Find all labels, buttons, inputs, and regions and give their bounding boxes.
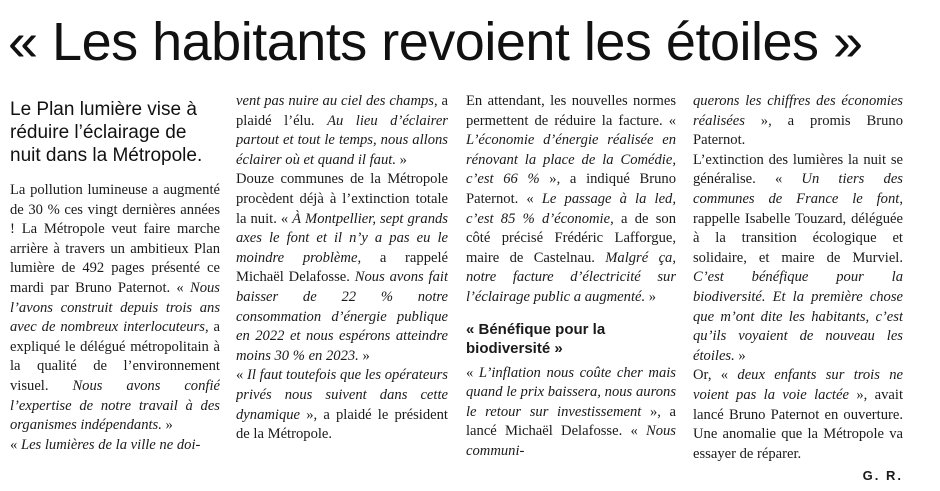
column-3	[466, 92, 676, 484]
paragraph	[466, 364, 676, 462]
paragraph	[236, 92, 448, 170]
author-signature: G. R.	[862, 468, 903, 484]
paragraph	[236, 366, 448, 444]
text-run: , a de son côté précisé Frédéric Lafforgue, maire de Castelnau.	[466, 210, 676, 266]
quote-run: Malgré ça, notre facture d’électricité sur l’éclairage public a augmenté.	[466, 249, 676, 305]
text-run: «	[466, 364, 479, 381]
paragraph	[466, 92, 676, 308]
text-run: »	[161, 417, 173, 434]
headline: « Les habitants revoient les étoiles »	[8, 12, 863, 72]
text-run: »	[734, 347, 746, 364]
quote-run: Au lieu d’éclairer partout et tout le temps, nous allons éclairer où et quand il faut.	[236, 112, 448, 168]
paragraph	[693, 151, 903, 367]
text-run: Douze communes de la Métropole procèdent déjà à l’extinction totale la nuit. «	[236, 171, 448, 227]
paragraph	[693, 366, 903, 464]
quote-run: Il faut toutefois que les opérateurs privés nous suivent dans cette dynamique	[236, 367, 448, 423]
text-run: », a plaidé le président de la Métropole.	[236, 406, 448, 443]
quote-run: Nous avons fait baisser de 22 % notre consommation d’énergie publique en 2022 et nous espérons atteindre moins 30 % en 2023.	[236, 269, 448, 364]
text-run: «	[10, 436, 21, 453]
text-run: »	[645, 288, 657, 305]
text-run: En attendant, les nouvelles normes permettent de réduire la facture. «	[466, 93, 676, 129]
text-run: »	[395, 151, 407, 168]
quote-run: L’inflation nous coûte cher mais quand le prix baissera, nous aurons le retour sur investissement	[466, 364, 676, 420]
quote-run: Le passage à la led, c’est 85 % d’économie	[466, 190, 676, 227]
text-run: , a plaidé l’élu.	[236, 93, 448, 129]
quote-run: À Montpellier, sept grands axes le font et il n’y a pas eu le moindre problème	[236, 210, 448, 266]
quote-run: C’est bénéfique pour la biodiversité. Et la première chose que m’ont dite les habitants, c’est qu’ils voyaient de nouveau les étoiles.	[693, 269, 903, 364]
quote-run: Nous communi-	[466, 423, 676, 459]
column-2	[236, 92, 448, 484]
quote-run: Un tiers des communes de France le font	[693, 171, 903, 207]
paragraph	[10, 181, 220, 436]
text-run: », a indiqué Bruno Paternot. «	[466, 171, 676, 207]
quote-run: deux enfants sur trois ne voient pas la voie lactée	[693, 367, 903, 403]
column-4	[693, 92, 903, 484]
quote-run: Nous avons confié l’expertise de notre travail à des organismes indépendants.	[10, 377, 220, 434]
text-run: , a rappelé Michaël Delafosse.	[236, 249, 448, 286]
text-run: L’extinction des lumières la nuit se généralise. «	[693, 151, 903, 188]
quote-run: L’économie d’énergie réalisée en rénovant la place de la Comédie, c’est 66 %	[466, 132, 676, 188]
text-run: La pollution lumineuse a augmenté de 30 % ces vingt dernières années ! La Métropole veut faire marche arrière à travers un ambitieux Plan lumière de 492 pages présenté ce mardi par Bruno Paternot. «	[10, 182, 220, 296]
paragraph	[236, 170, 448, 366]
text-run: », a promis Bruno Paternot.	[693, 112, 903, 149]
text-run: , a expliqué le délégué métropolitain à la qualité de l’environnement visuel.	[10, 319, 220, 394]
paragraph	[10, 436, 220, 456]
text-run: », a lancé Michaël Delafosse. «	[466, 403, 676, 440]
quote-run: querons les chiffres des économies réalisées	[693, 93, 903, 129]
subheading: « Bénéfique pour la biodiversité »	[466, 320, 606, 357]
text-run: »	[358, 347, 370, 364]
text-run: », avait lancé Bruno Paternot en ouverture. Une anomalie que la Métropole va essayer de réparer.	[693, 386, 903, 462]
paragraph	[693, 92, 903, 151]
quote-run: Nous l’avons construit depuis trois ans avec de nombreux interlocuteurs	[10, 279, 220, 336]
deck: Le Plan lumière vise à réduire l’éclairage de nuit dans la Métropole.	[10, 99, 203, 166]
quote-run: vent pas nuire au ciel des champs	[236, 93, 434, 109]
text-run: «	[236, 367, 248, 384]
column-1	[10, 92, 220, 484]
quote-run: Les lumières de la ville ne doi-	[20, 436, 201, 453]
text-run: , rappelle Isabelle Touzard, déléguée à la transition écologique et solidaire, et maire de Murviel.	[693, 190, 903, 266]
text-run: Or, «	[693, 367, 738, 384]
